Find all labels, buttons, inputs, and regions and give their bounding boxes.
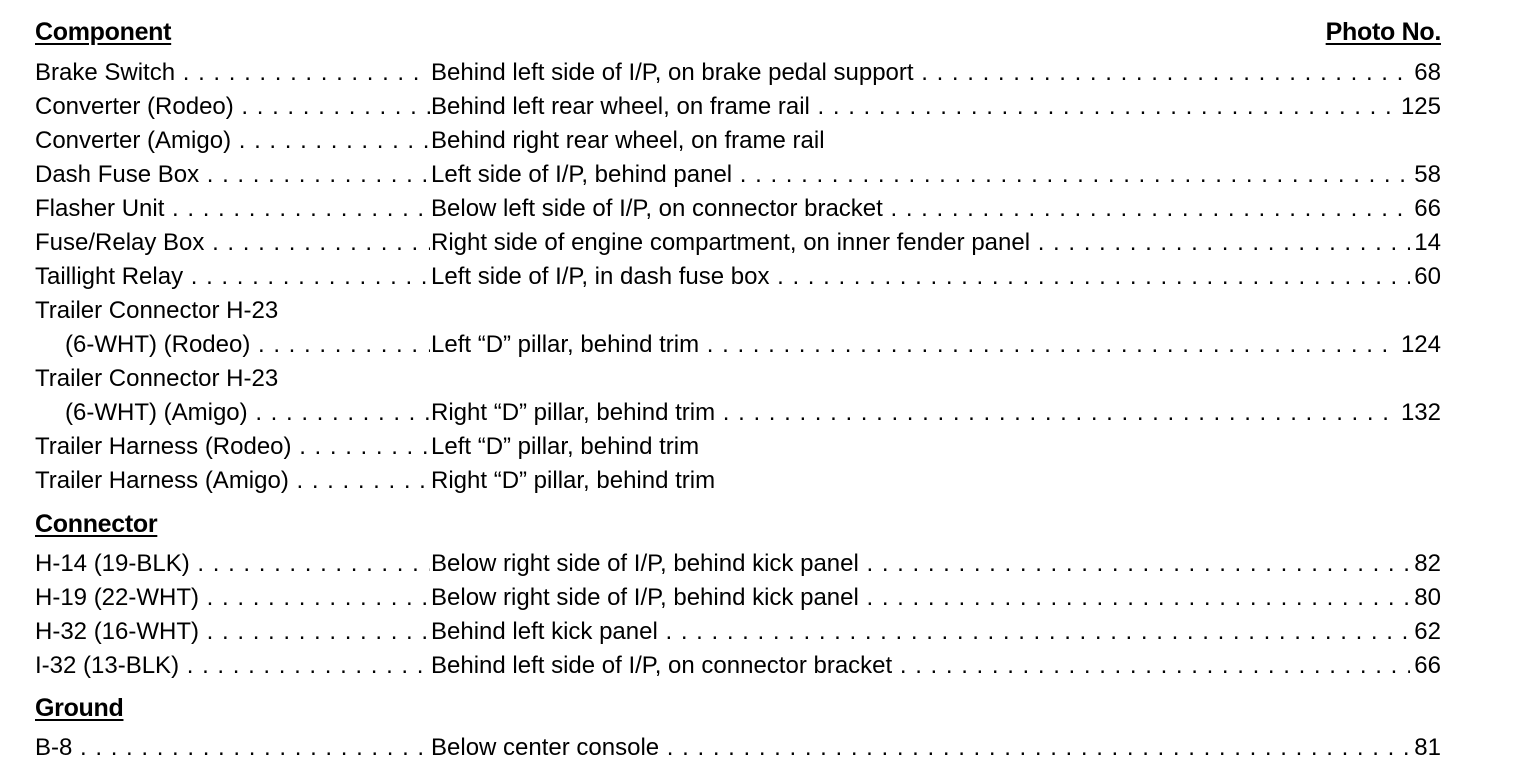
component-name: Trailer Connector H-23	[35, 365, 279, 392]
photo-number: 60	[1410, 261, 1441, 293]
component-location: Left “D” pillar, behind trim . . .	[431, 331, 1441, 358]
table-row	[35, 57, 1441, 89]
connector-location: Below right side of I/P, behind kick panel . . .	[431, 550, 1441, 577]
component-location: Behind right rear wheel, on frame rail	[431, 127, 825, 154]
component-location: Right “D” pillar, behind trim . . .	[431, 399, 1441, 426]
component-name: (6-WHT) (Amigo) . . .	[65, 399, 430, 426]
ground-name: B-8 . . .	[35, 734, 430, 761]
component-name: Trailer Harness (Rodeo) . . .	[35, 433, 430, 460]
photo-number: 68	[1410, 57, 1441, 89]
component-name: Converter (Rodeo) . . .	[35, 93, 430, 120]
table-row	[35, 548, 1441, 580]
table-row	[35, 91, 1441, 123]
photo-number: 58	[1410, 159, 1441, 191]
connector-name: H-19 (22-WHT) . . .	[35, 584, 430, 611]
table-row	[35, 582, 1441, 614]
component-location: Behind left side of I/P, on brake pedal support . . .	[431, 59, 1441, 86]
table-row	[35, 125, 1441, 157]
table-row	[35, 732, 1441, 764]
component-name: Taillight Relay . . .	[35, 263, 430, 290]
connector-location: Behind left side of I/P, on connector bracket . . .	[431, 652, 1441, 679]
table-row	[35, 193, 1441, 225]
photo-number: 14	[1410, 227, 1441, 259]
photo-number: 125	[1397, 91, 1441, 123]
connector-name: I-32 (13-BLK) . . .	[35, 652, 430, 679]
table-row	[35, 650, 1441, 682]
ground-location: Below center console . . .	[431, 734, 1441, 761]
connector-location: Behind left kick panel . . .	[431, 618, 1441, 645]
photo-number: 81	[1410, 732, 1441, 764]
connector-section-title: Connector	[35, 510, 158, 538]
component-location: Behind left rear wheel, on frame rail . . .	[431, 93, 1441, 120]
component-name: Fuse/Relay Box . . .	[35, 229, 430, 256]
table-row	[35, 431, 1441, 463]
component-column-header: Component	[35, 18, 172, 46]
table-row	[35, 159, 1441, 191]
component-name: Trailer Harness (Amigo) . . .	[35, 467, 430, 494]
table-row	[35, 295, 1441, 327]
component-name: (6-WHT) (Rodeo) . . .	[65, 331, 430, 358]
photo-number: 82	[1410, 548, 1441, 580]
connector-name: H-14 (19-BLK) . . .	[35, 550, 430, 577]
component-location: Left “D” pillar, behind trim	[431, 433, 700, 460]
component-name: Brake Switch . . .	[35, 59, 430, 86]
photo-number: 124	[1397, 329, 1441, 361]
component-location: Left side of I/P, behind panel . . .	[431, 161, 1441, 188]
component-name: Converter (Amigo) . . .	[35, 127, 430, 154]
photo-number: 80	[1410, 582, 1441, 614]
table-header	[35, 18, 1441, 50]
component-location: Below left side of I/P, on connector bracket . . .	[431, 195, 1441, 222]
table-row	[35, 397, 1441, 429]
table-row	[35, 329, 1441, 361]
component-name: Flasher Unit . . .	[35, 195, 430, 222]
photo-number: 66	[1410, 650, 1441, 682]
connector-name: H-32 (16-WHT) . . .	[35, 618, 430, 645]
connector-location: Below right side of I/P, behind kick panel . . .	[431, 584, 1441, 611]
table-row	[35, 261, 1441, 293]
table-row	[35, 616, 1441, 648]
photo-number: 66	[1410, 193, 1441, 225]
photo-number: 132	[1397, 397, 1441, 429]
ground-section-title: Ground	[35, 694, 124, 722]
table-row	[35, 465, 1441, 497]
table-row	[35, 227, 1441, 259]
component-location: Left side of I/P, in dash fuse box . . .	[431, 263, 1441, 290]
component-location: Right “D” pillar, behind trim	[431, 467, 716, 494]
component-location: Right side of engine compartment, on inner fender panel . . .	[431, 229, 1441, 256]
component-name: Trailer Connector H-23	[35, 297, 279, 324]
photo-number: 62	[1410, 616, 1441, 648]
component-name: Dash Fuse Box . . .	[35, 161, 430, 188]
table-row	[35, 363, 1441, 395]
photo-no-column-header: Photo No.	[1325, 18, 1441, 46]
